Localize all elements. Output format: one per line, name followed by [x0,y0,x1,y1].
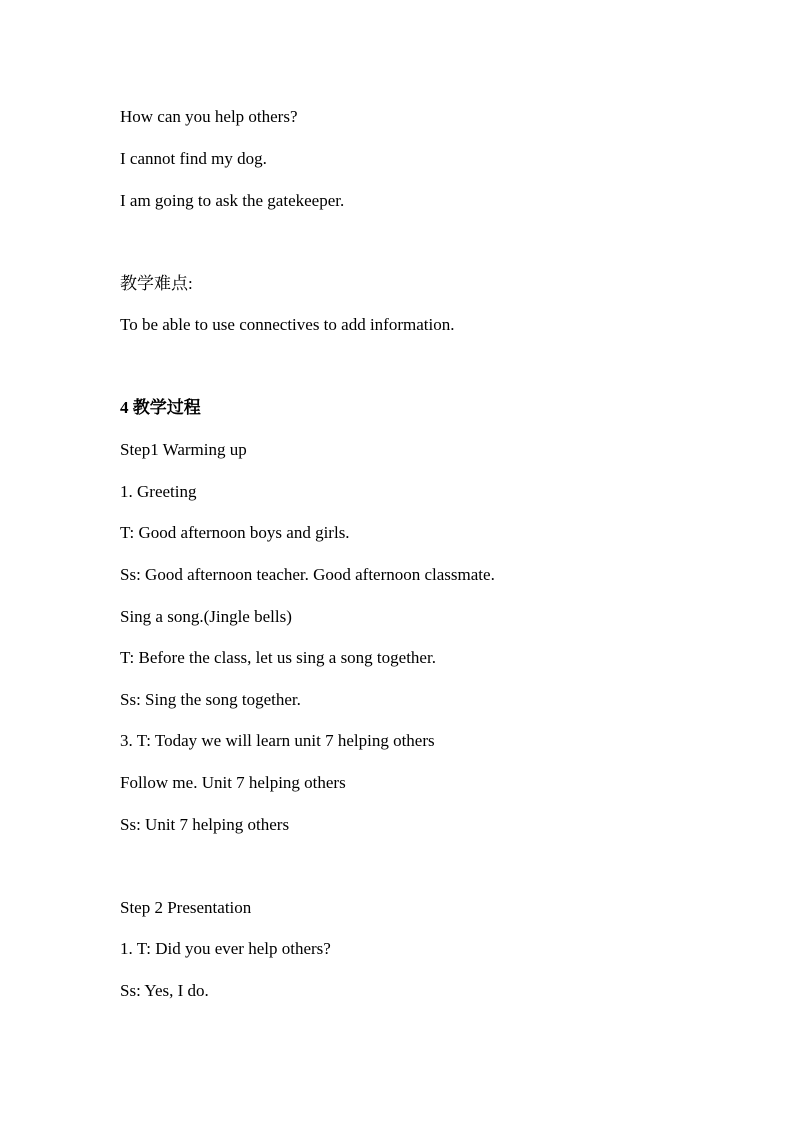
text-line: Ss: Unit 7 helping others [120,815,290,834]
section-heading-difficulties: 教学难点: [120,274,193,293]
step-heading: Step 2 Presentation [120,898,252,917]
text-line: I am going to ask the gatekeeper. [120,191,345,210]
text-line: Follow me. Unit 7 helping others [120,773,346,792]
text-line: 1. Greeting [120,482,197,501]
text-line: I cannot find my dog. [120,149,267,168]
text-line: How can you help others? [120,107,298,126]
text-line: 1. T: Did you ever help others? [120,939,331,958]
text-line: Ss: Yes, I do. [120,981,209,1000]
step-heading: Step1 Warming up [120,440,247,459]
text-line: T: Before the class, let us sing a song together. [120,648,436,667]
text-line: To be able to use connectives to add information. [120,315,455,334]
text-line: T: Good afternoon boys and girls. [120,523,350,542]
text-line: Ss: Sing the song together. [120,690,301,709]
text-line: Ss: Good afternoon teacher. Good afternoon classmate. [120,565,495,584]
text-line: Sing a song.(Jingle bells) [120,607,292,626]
section-heading-process: 4 教学过程 [120,398,201,417]
text-line: 3. T: Today we will learn unit 7 helping others [120,731,435,750]
